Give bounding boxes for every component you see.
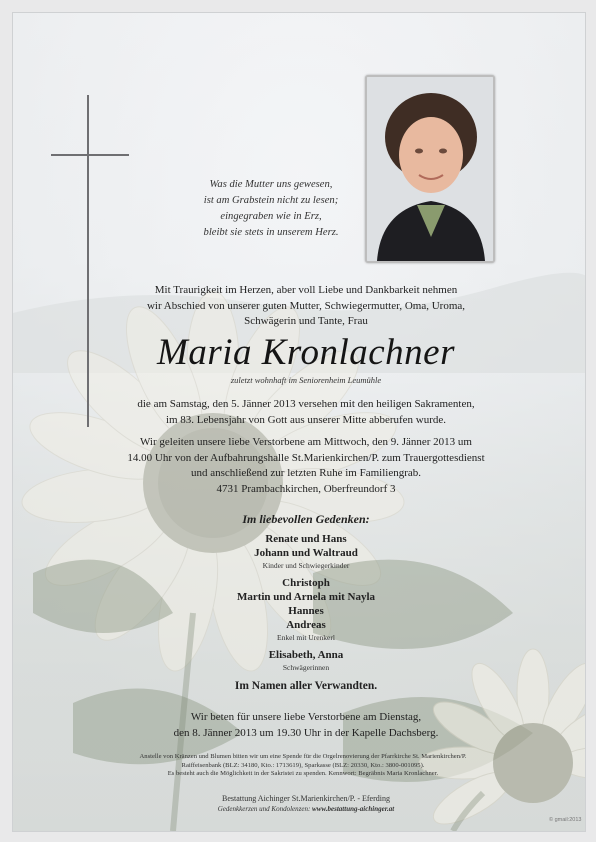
deceased-name: Maria Kronlachner <box>157 332 455 373</box>
gedenken-heading: Im liebevollen Gedenken: <box>242 512 370 526</box>
family-member: Christoph <box>282 577 330 589</box>
siblings-in-law-relation: Schwägerinnen <box>282 663 330 672</box>
portrait-image <box>367 77 493 261</box>
death-line: im 83. Lebensjahr von Gott aus unserer Mitte abberufen wurde. <box>165 413 447 426</box>
family-member: Andreas <box>286 619 326 631</box>
family-member: Hannes <box>288 605 324 617</box>
prayer-line: den 8. Jänner 2013 um 19.30 Uhr in der Kapelle Dachsberg. <box>173 726 439 739</box>
prayer-notice <box>73 710 539 741</box>
family-member: Johann und Waltraud <box>254 547 358 559</box>
obituary-page <box>12 12 586 832</box>
funeral-service-notice <box>73 435 539 482</box>
family-member: Elisabeth, Anna <box>268 649 344 661</box>
grandchildren-relation: Enkel mit Urenkerl <box>277 633 335 642</box>
siblings-in-law-names <box>73 648 539 662</box>
family-member: Martin und Arnela mit Nayla <box>236 591 376 603</box>
death-line: die am Samstag, den 5. Jänner 2013 versehen mit den heiligen Sakramenten, <box>137 398 475 410</box>
portrait-photo <box>365 75 495 263</box>
intro-line: wir Abschied von unserer guten Mutter, Schwiegermutter, Oma, Uroma, <box>146 299 466 312</box>
cross-horizontal-bar <box>51 154 129 156</box>
deceased-residence: zuletzt wohnhaft im Seniorenheim Leumühle <box>230 375 382 385</box>
children-names <box>73 532 539 560</box>
memorial-poem <box>181 177 361 241</box>
condolence-line <box>73 805 539 813</box>
family-address: 4731 Prambachkirchen, Oberfreundorf 3 <box>216 483 396 495</box>
donation-line: Anstelle von Kränzen und Blumen bitten wir um eine Spende für die Orgelrenovierung der Pfarrkirche St. Marienkirchen/P. <box>139 753 467 760</box>
condolence-prefix: Gedenkkerzen und Kondolenzen: <box>217 805 311 813</box>
donation-note <box>43 753 563 779</box>
print-code: © gmail:2013 <box>549 817 582 823</box>
children-relation: Kinder und Schwiegerkinder <box>262 561 350 570</box>
family-member: Renate und Hans <box>265 533 347 545</box>
poem-line: Was die Mutter uns gewesen, <box>209 179 333 190</box>
funeral-line: und anschließend zur letzten Ruhe im Familiengrab. <box>190 467 422 479</box>
grandchildren-names <box>73 576 539 632</box>
funeral-home-website[interactable]: www.bestattung-aichinger.at <box>312 805 395 813</box>
all-relatives-line: Im Namen aller Verwandten. <box>234 680 378 692</box>
donation-line: Raiffeisenbank (BLZ: 34180, Kto.: 1713619), Sparkasse (BLZ: 20330, Kto.: 3800-001095). <box>181 761 425 769</box>
funeral-home-name: Bestattung Aichinger St.Marienkirchen/P. - Eferding <box>222 794 390 803</box>
poem-line: bleibt sie stets in unserem Herz. <box>203 227 339 238</box>
donation-line: Es besteht auch die Möglichkeit in der Sakristei zu spenden. Kennwort: Begräbnis Maria Kronlachner. <box>167 770 439 778</box>
prayer-line: Wir beten für unsere liebe Verstorbene am Dienstag, <box>190 711 422 723</box>
intro-line: Schwägerin und Tante, Frau <box>244 315 368 327</box>
funeral-line: Wir geleiten unsere liebe Verstorbene am Mittwoch, den 9. Jänner 2013 um <box>139 436 472 448</box>
intro-text <box>73 283 539 330</box>
poem-line: ist am Grabstein nicht zu lesen; <box>203 195 339 206</box>
funeral-line: 14.00 Uhr von der Aufbahrungshalle St.Marienkirchen/P. zum Trauergottesdienst <box>127 451 485 464</box>
death-notice <box>73 397 539 428</box>
poem-line: eingegraben wie in Erz, <box>220 211 322 222</box>
intro-line: Mit Traurigkeit im Herzen, aber voll Liebe und Dankbarkeit nehmen <box>154 284 458 296</box>
